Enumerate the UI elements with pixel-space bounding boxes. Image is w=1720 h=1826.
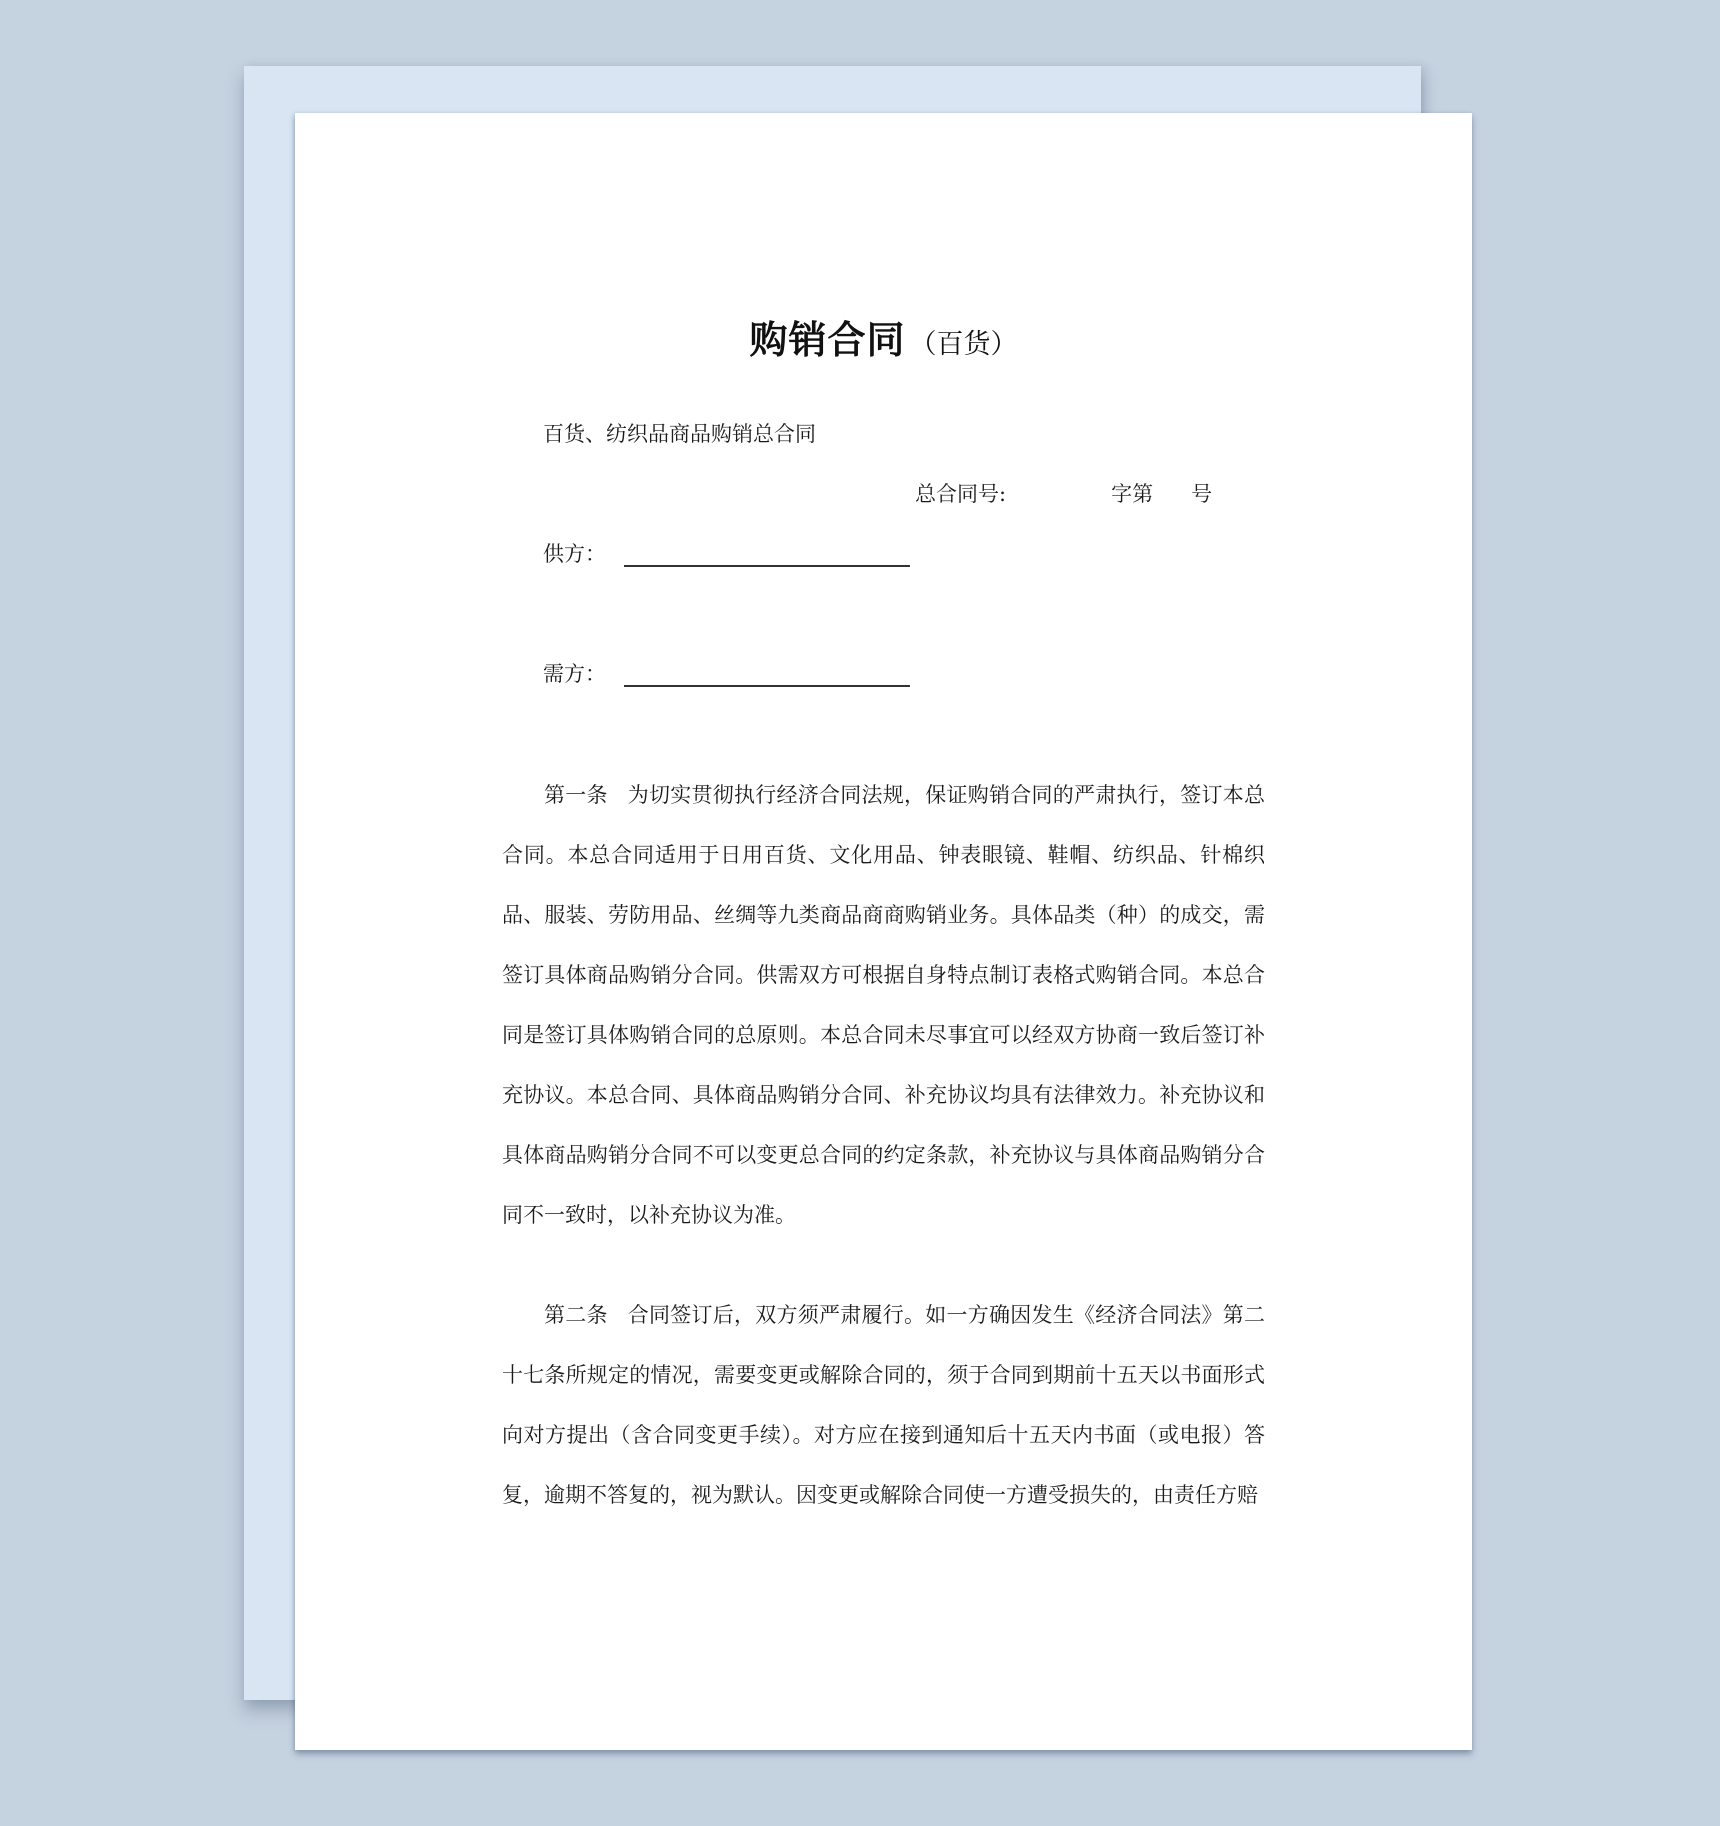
supplier-label: 供方：	[543, 542, 606, 566]
supplier-row	[543, 538, 910, 568]
article-1	[502, 765, 1265, 1245]
contract-number-label: 总合同号:	[915, 482, 1007, 506]
buyer-row	[543, 658, 910, 688]
document-subtitle: 百货、纺织品商品购销总合同	[543, 422, 816, 446]
title-main: 购销合同	[749, 318, 906, 362]
contract-number-end: 号	[1191, 482, 1213, 506]
article-1-text: 为切实贯彻执行经济合同法规，保证购销合同的严肃执行，签订本总合同。本总合同适用于日用百货、文化用品、钟表眼镜、鞋帽、纺织品、针棉织品、服装、劳防用品、丝绸等九类商品商商购销业务。具体品类（种）的成交，需签订具体商品购销分合同。供需双方可根据自身特点制订表格式购销合同。本总合同是签订具体购销合同的总原则。本总合同未尽事宜可以经双方协商一致后签订补充协议。本总合同、具体商品购销分合同、补充协议均具有法律效力。补充协议和具体商品购销分合同不可以变更总合同的约定条款，补充协议与具体商品购销分合同不一致时，以补充协议为准。	[502, 783, 1265, 1227]
article-1-heading: 第一条	[544, 783, 608, 807]
document-page	[295, 113, 1472, 1750]
article-2	[502, 1285, 1265, 1525]
article-2-heading: 第二条	[544, 1303, 608, 1327]
buyer-blank-field[interactable]	[624, 663, 910, 687]
title-suffix: （百货）	[909, 329, 1018, 360]
supplier-blank-field[interactable]	[624, 543, 910, 567]
contract-number-row	[915, 478, 1212, 508]
article-2-text: 合同签订后，双方须严肃履行。如一方确因发生《经济合同法》第二十七条所规定的情况，需要变更或解除合同的，须于合同到期前十五天以书面形式向对方提出（含合同变更手续）。对方应在接到通知后十五天内书面（或电报）答复，逾期不答复的，视为默认。因变更或解除合同使一方遭受损失的，由责任方赔	[502, 1303, 1265, 1507]
document-title	[295, 309, 1472, 364]
buyer-label: 需方：	[543, 662, 606, 686]
contract-number-middle: 字第	[1111, 482, 1154, 506]
